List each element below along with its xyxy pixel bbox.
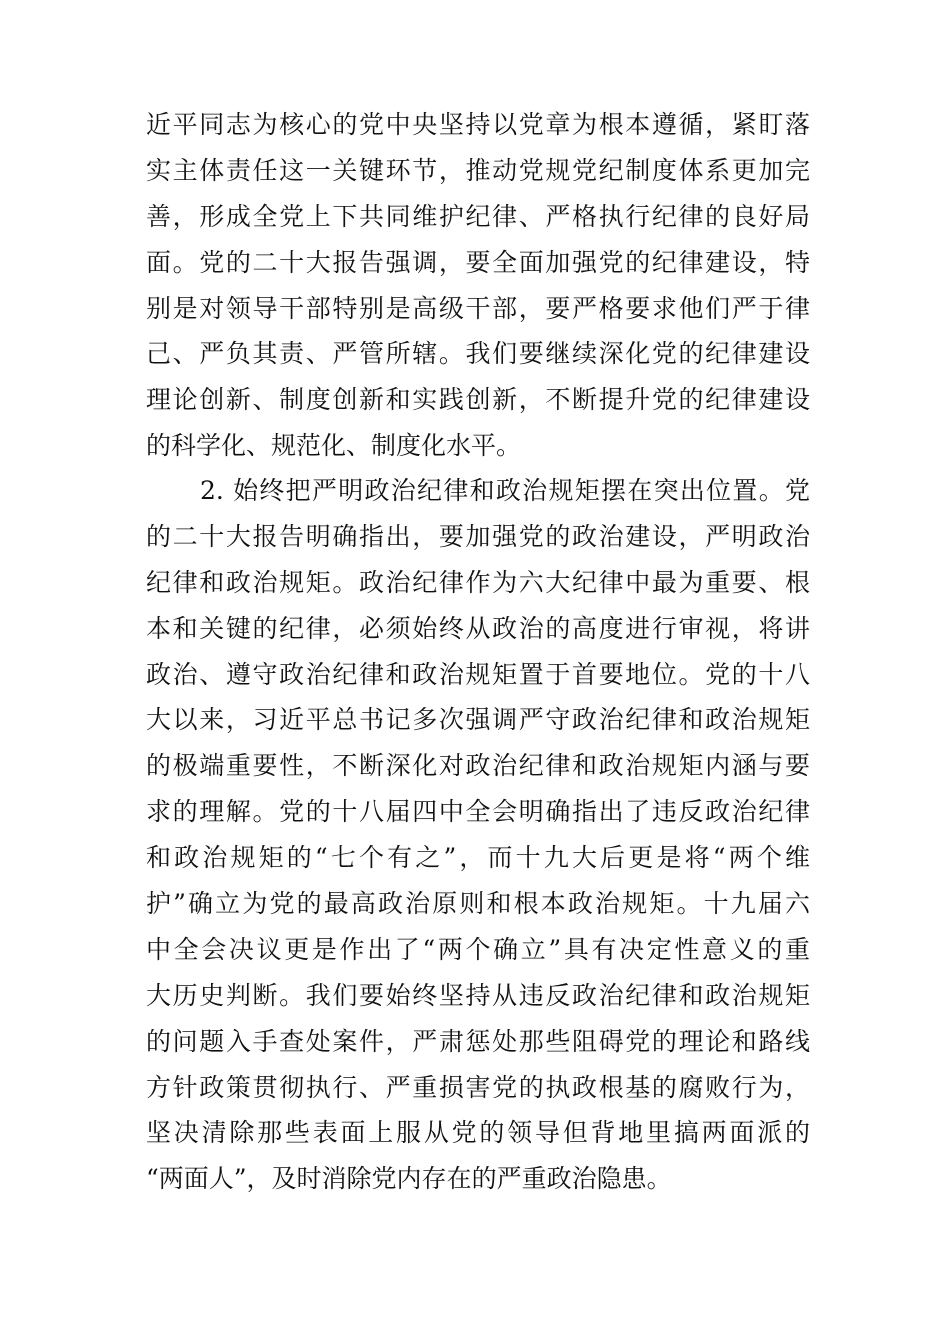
text-line: 求的理解。党的十八届四中全会明确指出了违反政治纪律 xyxy=(146,797,810,827)
text-line: 本和关键的纪律，必须始终从政治的高度进行审视，将讲 xyxy=(146,613,810,643)
paragraph-section-2 xyxy=(146,468,810,1202)
text-line: 护”确立为党的最高政治原则和根本政治规矩。十九届六 xyxy=(146,889,810,919)
text-line: 实主体责任这一关键环节，推动党规党纪制度体系更加完 xyxy=(146,155,810,185)
text-line: 大以来，习近平总书记多次强调严守政治纪律和政治规矩 xyxy=(146,705,810,735)
text-line: 坚决清除那些表面上服从党的领导但背地里搞两面派的 xyxy=(146,1118,810,1148)
text-line: 的问题入手查处案件，严肃惩处那些阻碍党的理论和路线 xyxy=(146,1026,810,1056)
text-line: 的二十大报告明确指出，要加强党的政治建设，严明政治 xyxy=(146,521,810,551)
paragraph-continuation xyxy=(146,102,810,469)
text-line: 别是对领导干部特别是高级干部，要严格要求他们严于律 xyxy=(146,293,810,323)
text-line: 理论创新、制度创新和实践创新，不断提升党的纪律建设 xyxy=(146,385,810,415)
text-line: 己、严负其责、严管所辖。我们要继续深化党的纪律建设 xyxy=(146,339,810,369)
text-line: 和政治规矩的“七个有之”，而十九大后更是将“两个维 xyxy=(146,843,810,873)
text-line: 中全会决议更是作出了“两个确立”具有决定性意义的重 xyxy=(146,934,810,964)
text-line: 近平同志为核心的党中央坚持以党章为根本遵循，紧盯落 xyxy=(146,110,810,139)
text-line: 面。党的二十大报告强调，要全面加强党的纪律建设，特 xyxy=(146,247,810,277)
section-heading-line: 2. 始终把严明政治纪律和政治规矩摆在突出位置。党 xyxy=(200,476,810,505)
text-line: 大历史判断。我们要始终坚持从违反政治纪律和政治规矩 xyxy=(146,980,810,1010)
text-line: 政治、遵守政治纪律和政治规矩置于首要地位。党的十八 xyxy=(146,659,810,689)
text-line: 的极端重要性，不断深化对政治纪律和政治规矩内涵与要 xyxy=(146,751,810,781)
text-line: 纪律和政治规矩。政治纪律作为六大纪律中最为重要、根 xyxy=(146,567,810,597)
text-line: 方针政策贯彻执行、严重损害党的执政根基的腐败行为， xyxy=(146,1072,810,1102)
text-line: 的科学化、规范化、制度化水平。 xyxy=(146,431,522,461)
text-line: “两面人”，及时消除党内存在的严重政治隐患。 xyxy=(146,1164,672,1194)
text-line: 善，形成全党上下共同维护纪律、严格执行纪律的良好局 xyxy=(146,201,810,231)
